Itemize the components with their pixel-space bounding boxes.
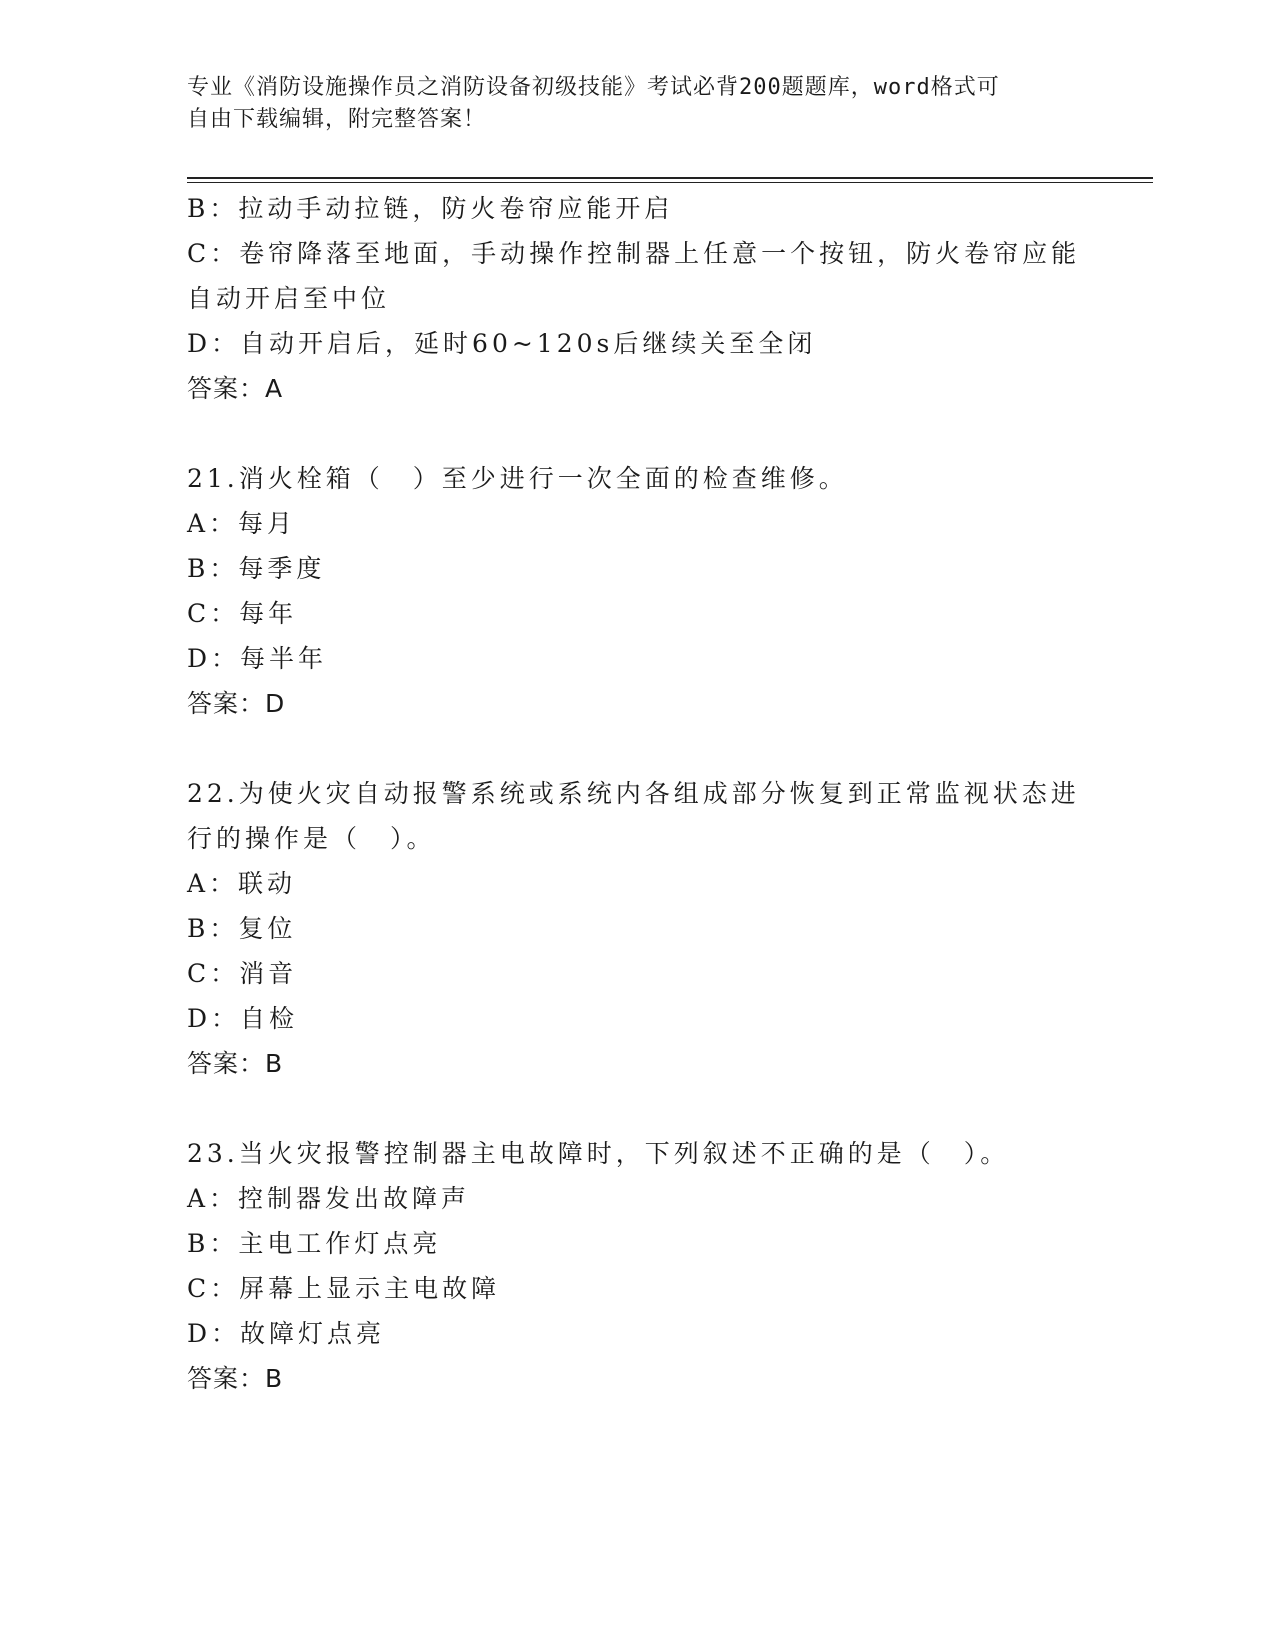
spacer [187,726,1087,771]
spacer [187,1086,1087,1131]
question-23 [187,1131,1087,1401]
option-d: D：自动开启后，延时60~120s后继续关至全闭 [187,329,817,358]
option-c-line-2: 自动开启至中位 [187,284,391,313]
spacer [187,411,1087,456]
option-b: B：复位 [187,914,297,943]
document-header [187,72,1067,136]
question-stem: 21.消火栓箱（ ）至少进行一次全面的检查维修。 [187,464,848,493]
option-c-line-1: C：卷帘降落至地面，手动操作控制器上任意一个按钮，防火卷帘应能 [187,239,1081,268]
option-b: B：主电工作灯点亮 [187,1229,442,1258]
question-21 [187,456,1087,726]
question-content [187,186,1087,1401]
previous-question-tail [187,186,1087,411]
answer: 答案：D [187,689,286,718]
option-d: D：故障灯点亮 [187,1319,386,1348]
option-d: D：自检 [187,1004,299,1033]
option-d: D：每半年 [187,644,328,673]
question-stem-line-1: 22.为使火灾自动报警系统或系统内各组成部分恢复到正常监视状态进 [187,779,1080,808]
option-b: B：拉动手动拉链，防火卷帘应能开启 [187,194,674,223]
answer: 答案：B [187,1364,284,1393]
question-stem-line-2: 行的操作是（ ）。 [187,824,436,853]
answer: 答案：B [187,1049,284,1078]
header-line-1: 专业《消防设施操作员之消防设备初级技能》考试必背200题题库，word格式可 [187,75,1000,100]
option-b: B：每季度 [187,554,326,583]
header-line-2: 自由下载编辑，附完整答案！ [187,107,487,132]
option-a: A：每月 [187,509,297,538]
option-a: A：控制器发出故障声 [187,1184,471,1213]
header-rule-thin [187,182,1153,183]
option-c: C：屏幕上显示主电故障 [187,1274,501,1303]
question-22 [187,771,1087,1086]
question-stem: 23.当火灾报警控制器主电故障时，下列叙述不正确的是（ ）。 [187,1139,1010,1168]
option-c: C：每年 [187,599,298,628]
header-rule-thick [187,177,1153,179]
answer: 答案：A [187,374,284,403]
option-c: C：消音 [187,959,298,988]
option-a: A：联动 [187,869,297,898]
